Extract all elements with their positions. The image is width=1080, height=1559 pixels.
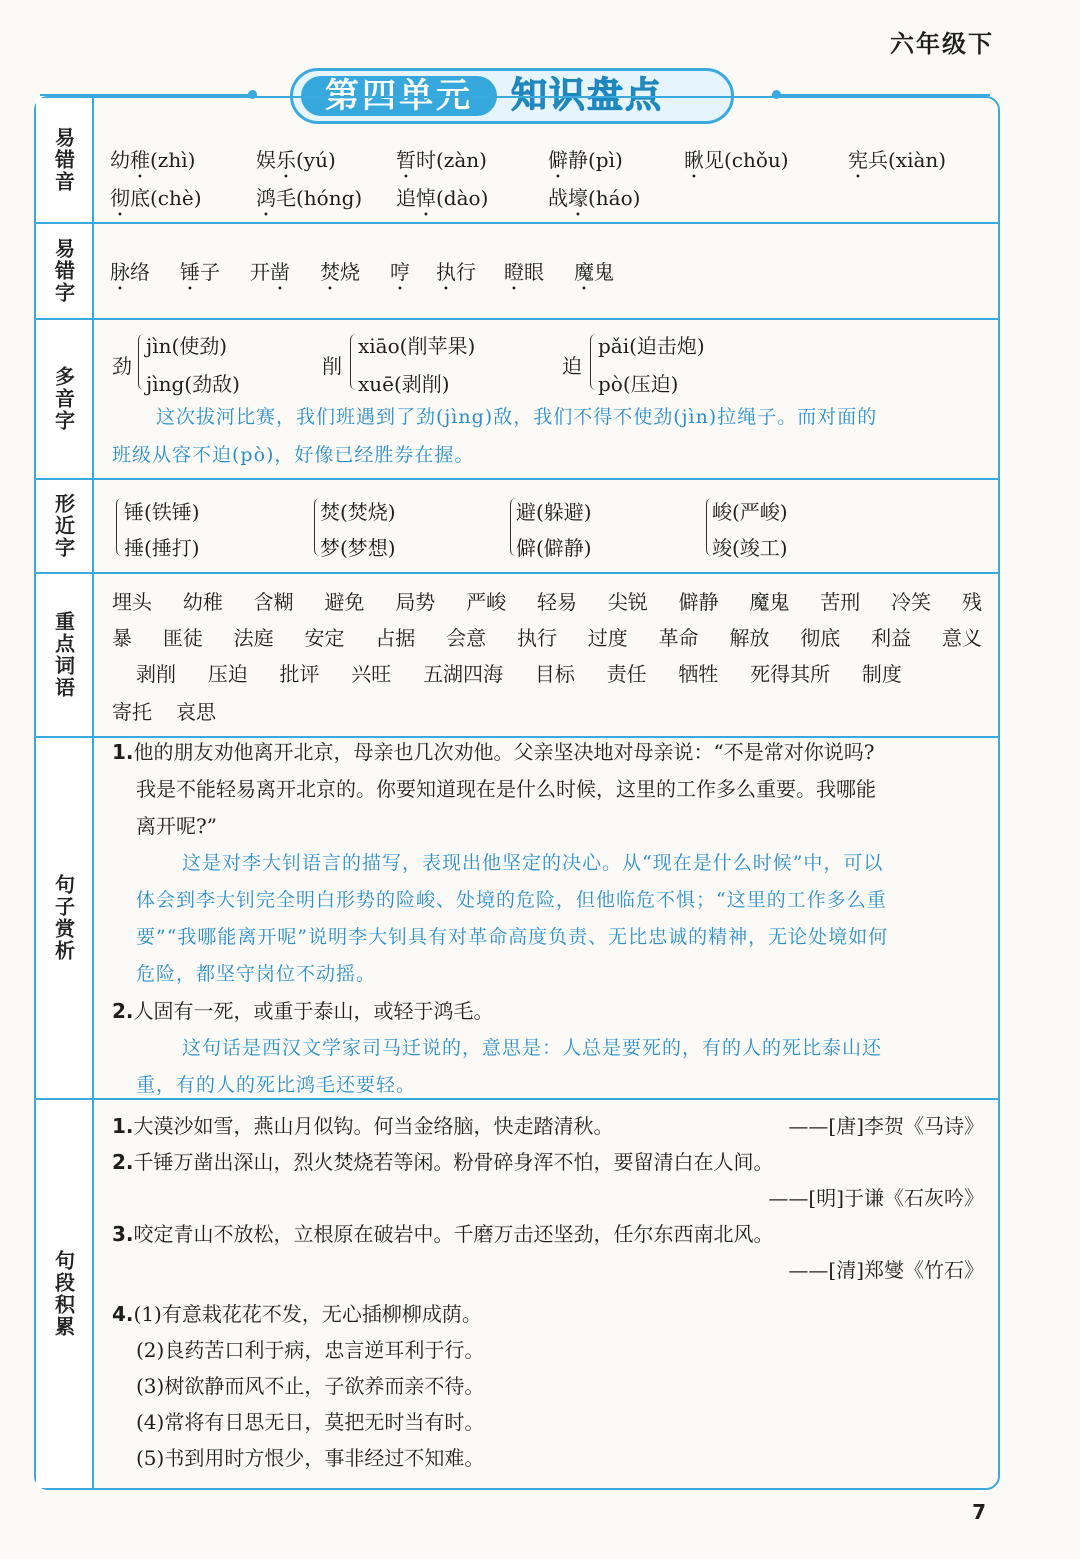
vocab-line	[136, 658, 902, 687]
row-divider	[36, 222, 998, 224]
vocab-word: 意义	[941, 626, 982, 650]
vocab-word: 寄托	[112, 700, 152, 724]
vocab-word: 苦刑	[820, 590, 861, 614]
char-item: 瞪眼	[504, 260, 544, 284]
poem-1: 1.大漠沙如雪，燕山月似钩。何当金络脑，快走踏清秋。 ——[唐]李贺《马诗》	[112, 1108, 984, 1144]
row-divider	[36, 318, 998, 320]
analysis-1-line: 危险，都坚守岗位不动摇。	[136, 963, 377, 985]
vocab-word: 冷笑	[891, 590, 932, 614]
pron-item: 追悼(dào)	[396, 186, 489, 210]
vocab-word: 责任	[606, 662, 647, 686]
vocab-word: 目标	[534, 662, 575, 686]
vocab-word: 彻底	[800, 626, 841, 650]
vocab-word: 埋头	[112, 590, 152, 614]
vocab-word: 过度	[587, 626, 628, 650]
poly-char: 削	[322, 354, 342, 378]
vocab-word: 残	[961, 590, 982, 614]
brace	[590, 334, 597, 390]
vocab-word: 轻易	[536, 590, 577, 614]
vocab-line	[112, 696, 216, 725]
grade-label: 六年级下	[890, 30, 994, 58]
vocab-word: 避免	[324, 590, 365, 614]
vocab-word: 尖锐	[607, 590, 648, 614]
similar-item: 峻(严峻)	[712, 500, 788, 524]
poly-reading: pǎi(迫击炮)	[598, 334, 705, 358]
vocab-word: 法庭	[233, 626, 274, 650]
vocab-line	[112, 586, 982, 615]
sentence-1-line: 我是不能轻易离开北京的。你要知道现在是什么时候，这里的工作多么重要。我哪能	[136, 777, 876, 801]
char-item: 哼	[390, 260, 410, 284]
vocab-word: 批评	[279, 662, 320, 686]
similar-item: 竣(竣工)	[712, 536, 788, 560]
vocab-line	[112, 622, 982, 651]
char-item: 执行	[436, 260, 476, 284]
pron-item: 娱乐(yú)	[256, 148, 336, 172]
vocab-word: 占据	[375, 626, 416, 650]
pron-item: 宪兵(xiàn)	[848, 148, 947, 172]
similar-item: 避(躲避)	[516, 500, 592, 524]
label-polyphones: 多音字	[51, 366, 76, 432]
vocab-word: 剥削	[136, 662, 176, 686]
vocab-word: 死得其所	[750, 662, 831, 686]
pron-item: 僻静(pì)	[548, 148, 623, 172]
poem-2: 2.千锤万凿出深山，烈火焚烧若等闲。粉骨碎身浑不怕，要留清白在人间。	[112, 1150, 774, 1174]
vocab-word: 制度	[861, 662, 902, 686]
label-sentences: 句子赏析	[51, 874, 76, 962]
sentence-1: 1.他的朋友劝他离开北京，母亲也几次劝他。父亲坚决地对母亲说：“不是常对你说吗?	[112, 740, 875, 764]
vocab-word: 魔鬼	[749, 590, 790, 614]
pron-item: 鸿毛(hóng)	[256, 186, 363, 210]
similar-item: 梦(梦想)	[320, 536, 396, 560]
vocab-word: 含糊	[253, 590, 294, 614]
saying-item: (5)书到用时方恨少，事非经过不知难。	[136, 1446, 485, 1470]
vocab-word: 执行	[516, 626, 557, 650]
vocab-word: 哀思	[176, 700, 216, 724]
poly-char: 劲	[112, 354, 132, 378]
vocab-word: 利益	[871, 626, 912, 650]
poly-char: 迫	[562, 354, 582, 378]
vocab-word: 革命	[658, 626, 699, 650]
label-similar: 形近字	[51, 493, 76, 559]
pron-item: 瞅见(chǒu)	[684, 148, 789, 172]
pron-item: 暂时(zàn)	[396, 148, 487, 172]
vocab-word: 暴	[112, 626, 132, 650]
vocab-word: 严峻	[466, 590, 507, 614]
char-item: 脉络	[110, 260, 150, 284]
vocab-word: 僻静	[678, 590, 719, 614]
brace	[138, 334, 145, 390]
char-item: 焚烧	[320, 260, 360, 284]
saying-item: (4)常将有日思无日，莫把无时当有时。	[136, 1410, 485, 1434]
poem-3-source: ——[清]郑燮《竹石》	[788, 1258, 984, 1282]
analysis-1-line: 体会到李大钊完全明白形势的险峻、处境的危险，但他临危不惧；“这里的工作多么重	[136, 889, 887, 911]
sayings: 4.(1)有意栽花花不发，无心插柳柳成荫。	[112, 1302, 482, 1326]
section-title: 知识盘点	[511, 75, 664, 116]
poly-reading: jìng(劲敌)	[146, 372, 240, 396]
analysis-2: 这句话是西汉文学家司马迁说的，意思是：人总是要死的，有的人的死比泰山还	[182, 1037, 883, 1059]
saying-item: (2)良药苦口利于病，忠言逆耳利于行。	[136, 1338, 485, 1362]
sentences-section	[112, 734, 984, 1104]
vocab-word: 幼稚	[182, 590, 223, 614]
char-item: 开凿	[250, 260, 290, 284]
char-item: 魔鬼	[574, 260, 614, 284]
analysis-1-line: 要”“我哪能离开呢”说明李大钊具有对革命高度负责、无比忠诚的精神，无论处境如何	[136, 926, 889, 948]
label-vocab: 重点词语	[51, 611, 76, 699]
vocab-word: 兴旺	[351, 662, 392, 686]
analysis-1: 这是对李大钊语言的描写，表现出他坚定的决心。从“现在是什么时候”中，可以	[182, 852, 884, 874]
similar-item: 僻(僻静)	[516, 536, 592, 560]
similar-item: 捶(捶打)	[124, 536, 200, 560]
vocab-word: 牺牲	[678, 662, 719, 686]
poly-reading: jìn(使劲)	[146, 334, 228, 358]
similar-item: 锤(铁锤)	[124, 500, 200, 524]
label-pronunciation: 易错音	[51, 127, 76, 193]
analysis-2-line: 重，有的人的死比鸿毛还要轻。	[136, 1074, 417, 1096]
row-divider	[36, 478, 998, 480]
brace	[116, 498, 123, 556]
vocab-word: 压迫	[207, 662, 248, 686]
page-number: 7	[972, 1500, 986, 1524]
vocab-word: 解放	[729, 626, 770, 650]
sentence-1-line: 离开呢?”	[136, 814, 217, 838]
poem-2-source: ——[明]于谦《石灰吟》	[768, 1186, 984, 1210]
poly-reading: xuē(剥削)	[358, 372, 450, 396]
label-accumulation: 句段积累	[51, 1250, 76, 1338]
pron-item: 幼稚(zhì)	[110, 148, 196, 172]
poly-example: 班级从容不迫(pò)，好像已经胜券在握。	[112, 444, 475, 466]
vocab-word: 五湖四海	[423, 662, 504, 686]
vocab-word: 匪徒	[162, 626, 203, 650]
poly-example: 这次拔河比赛，我们班遇到了劲(jìng)敌，我们不得不使劲(jìn)拉绳子。而对面的	[156, 406, 878, 428]
poem-1-source: ——[唐]李贺《马诗》	[788, 1114, 984, 1138]
accumulation-section	[112, 1108, 984, 1476]
label-characters: 易错字	[51, 238, 76, 304]
vocab-word: 会意	[446, 626, 487, 650]
brace	[350, 334, 357, 390]
unit-title: 第四单元	[301, 76, 497, 116]
saying-item: (3)树欲静而风不止，子欲养而亲不待。	[136, 1374, 485, 1398]
poem-3: 3.咬定青山不放松，立根原在破岩中。千磨万击还坚劲，任尔东西南北风。	[112, 1222, 774, 1246]
char-item: 锤子	[180, 260, 220, 284]
pron-item: 战壕(háo)	[548, 186, 641, 210]
row-divider	[36, 572, 998, 574]
poly-reading: xiāo(削苹果)	[358, 334, 476, 358]
sentence-2: 2.人固有一死，或重于泰山，或轻于鸿毛。	[112, 999, 494, 1023]
pron-item: 彻底(chè)	[110, 186, 202, 210]
similar-item: 焚(焚烧)	[320, 500, 396, 524]
vocab-word: 局势	[395, 590, 436, 614]
vocab-word: 安定	[304, 626, 345, 650]
poly-reading: pò(压迫)	[598, 372, 679, 396]
